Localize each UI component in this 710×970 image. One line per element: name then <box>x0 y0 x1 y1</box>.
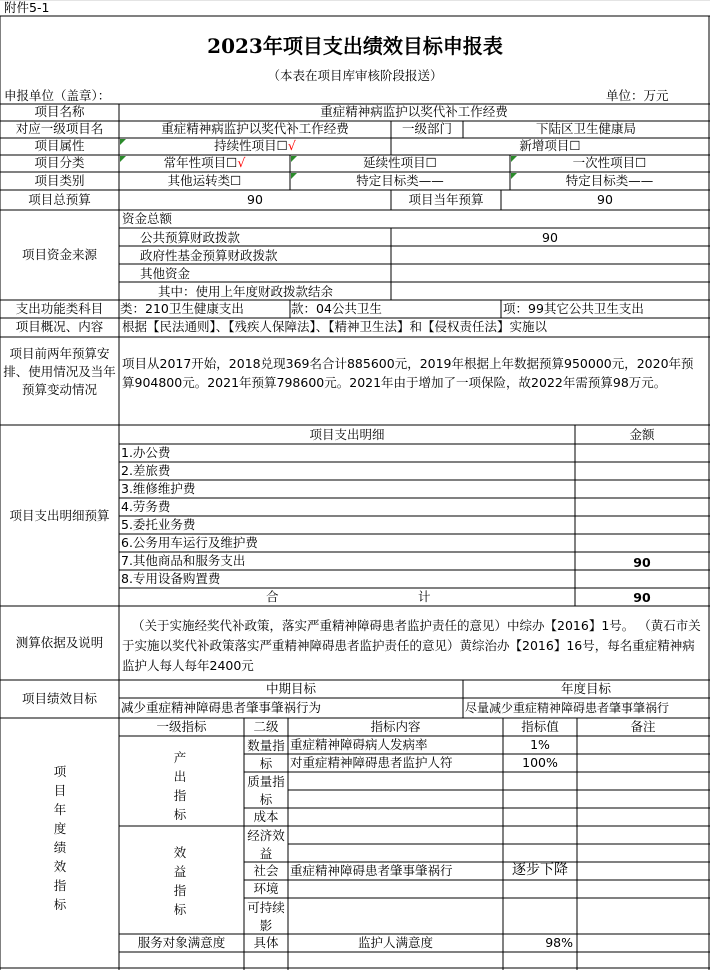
attr-continuing[interactable]: 持续性项目☐√ <box>214 138 296 153</box>
type-specific[interactable]: 特定目标类—— <box>356 173 444 188</box>
overview-label: 项目概况、内容 <box>15 319 104 334</box>
detail-amount: 90 <box>633 555 651 570</box>
ind-economic-label: 经济效益 <box>247 828 285 861</box>
func-class: 类：210卫生健康支出 <box>120 301 244 316</box>
ind-quantity-value-2: 100% <box>522 755 558 770</box>
total-budget-label: 项目总预算 <box>28 192 91 207</box>
ind-quantity-content-2: 对重症精神障碍患者监护人符 <box>290 755 453 770</box>
func-kuan: 款：04公共卫生 <box>291 301 382 316</box>
annual-indicator-label: 项目年度绩效指标 <box>53 764 67 912</box>
ind-social-value: 逐步下降 <box>512 862 568 878</box>
type-other[interactable]: 其他运转类☐ <box>167 173 242 188</box>
satisfaction-value: 98% <box>545 935 573 950</box>
detail-item: 4.劳务费 <box>121 499 171 514</box>
basis-label: 测算依据及说明 <box>15 635 104 650</box>
basis-text: （关于实施经奖代补政策，落实严重精神障碍患者监护责任的意见）中综办【2016】1号。 （黄石市关于实施以奖代补政策落实严重精神障碍患者监护责任的意见）黄综治办【2016】16号，每名重症精神病监护人每人每年2400元 <box>122 618 701 673</box>
ind-header-content: 指标内容 <box>370 719 421 734</box>
cat-onetime[interactable]: 一次性项目☐ <box>572 155 647 170</box>
func-xiang: 项：99其它公共卫生支出 <box>503 301 644 316</box>
comment-marker <box>120 139 126 145</box>
mid-goal-value: 减少重症精神障碍患者肇事肇祸行为 <box>121 700 322 715</box>
type-label: 项目类别 <box>34 173 85 188</box>
detail-item: 5.委托业务费 <box>121 517 196 532</box>
ind-sustain-label: 可持续影 <box>247 900 285 933</box>
history-label: 项目前两年预算安排、使用情况及当年预算变动情况 <box>3 346 116 397</box>
cat-regular[interactable]: 常年性项目☐√ <box>163 155 246 170</box>
applicant-label: 申报单位（盖章）： <box>4 88 111 103</box>
ind-header-note: 备注 <box>630 719 656 734</box>
year-goal-value: 尽量减少重症精神障碍患者肇事肇祸行 <box>465 701 670 715</box>
comment-marker <box>291 173 297 179</box>
satisfaction-label: 服务对象满意度 <box>137 935 226 950</box>
total-label-he: 合 <box>266 589 279 604</box>
total-amount: 90 <box>633 590 651 605</box>
funding-source-label: 项目资金来源 <box>21 247 97 262</box>
detail-item: 7.其他商品和服务支出 <box>121 553 246 568</box>
mid-goal-header: 中期目标 <box>265 681 316 696</box>
comment-marker <box>291 156 297 162</box>
ind-header-value: 指标值 <box>521 719 559 734</box>
ind-header-l1: 一级指标 <box>156 719 207 734</box>
check-mark-icon: √ <box>287 138 296 153</box>
ind-header-l2: 二级 <box>253 719 279 734</box>
ind-social-label: 社会 <box>253 863 279 878</box>
satisfaction-l2: 具体 <box>253 935 279 950</box>
satisfaction-content: 监护人满意度 <box>357 935 433 950</box>
category-label: 项目分类 <box>34 155 85 170</box>
funding-row-other: 其他资金 <box>140 266 191 281</box>
detail-item: 1.办公费 <box>121 445 171 460</box>
ind-quantity-label: 数量指标 <box>247 738 285 771</box>
ind-output-label: 产出指标 <box>173 750 187 822</box>
history-text: 项目从2017开始，2018兑现369名合计885600元，2019年根据上年数据预算950000元，2020年预算904800元。2021年预算798600元。2021年由于增加了一项保险，故2022年需预算98万元。 <box>122 356 694 390</box>
detail-item: 2.差旅费 <box>121 463 171 478</box>
ind-benefit-label: 效益指标 <box>173 845 187 917</box>
cat-extended[interactable]: 延续性项目☐ <box>363 155 437 170</box>
attr-label: 项目属性 <box>34 138 85 153</box>
level1-project-value: 重症精神病监护以奖代补工作经费 <box>161 121 349 136</box>
overview-text: 根据【民法通则】、【残疾人保障法】、【精神卫生法】和【侵权责任法】实施以 <box>122 319 548 334</box>
detail-header: 项目支出明细 <box>309 427 385 442</box>
ind-cost-label: 成本 <box>253 809 279 824</box>
funding-row-public: 公共预算财政拨款 <box>140 230 241 245</box>
total-budget-value: 90 <box>247 192 263 207</box>
level1-dept-label: 一级部门 <box>401 121 452 136</box>
func-subject-label: 支出功能类科目 <box>15 301 104 316</box>
page-title: 2023年项目支出绩效目标申报表 <box>207 34 503 58</box>
comment-marker <box>511 173 517 179</box>
funding-public-value: 90 <box>542 230 558 245</box>
ind-quantity-value-1: 1% <box>530 737 550 752</box>
check-mark-icon: √ <box>237 155 246 170</box>
ind-environment-label: 环境 <box>253 881 279 896</box>
funding-row-fund: 政府性基金预算财政拨款 <box>140 248 278 263</box>
funding-row-total: 资金总额 <box>122 211 173 226</box>
attachment-label: 附件5-1 <box>4 0 50 15</box>
comment-marker <box>511 156 517 162</box>
attr-new[interactable]: 新增项目☐ <box>519 138 581 153</box>
ind-social-content: 重症精神障碍患者肇事肇祸行 <box>290 863 453 878</box>
year-goal-header: 年度目标 <box>560 681 611 696</box>
level1-project-label: 对应一级项目名 <box>15 121 104 136</box>
unit-label: 单位：万元 <box>606 88 669 103</box>
perf-goal-label: 项目绩效目标 <box>21 691 97 706</box>
total-label-ji: 计 <box>418 589 431 604</box>
type-specific-2[interactable]: 特定目标类—— <box>565 173 654 188</box>
project-name-value: 重症精神病监护以奖代补工作经费 <box>320 104 508 119</box>
current-budget-value: 90 <box>597 192 613 207</box>
detail-item: 8.专用设备购置费 <box>121 571 221 586</box>
ind-quantity-content-1: 重症精神障碍病人发病率 <box>290 737 428 752</box>
level1-dept-value: 下陆区卫生健康局 <box>535 121 636 136</box>
page-subtitle: （本表在项目库审核阶段报送） <box>267 68 443 83</box>
comment-marker <box>120 156 126 162</box>
detail-item: 6.公务用车运行及维护费 <box>121 535 258 550</box>
detail-label: 项目支出明细预算 <box>9 508 110 523</box>
amount-header: 金额 <box>629 427 655 442</box>
detail-item: 3.维修维护费 <box>121 481 196 496</box>
funding-row-surplus: 其中：使用上年度财政拨款结余 <box>158 284 334 299</box>
current-budget-label: 项目当年预算 <box>408 192 484 207</box>
ind-quality-label: 质量指标 <box>247 774 285 807</box>
project-name-label: 项目名称 <box>34 104 85 119</box>
